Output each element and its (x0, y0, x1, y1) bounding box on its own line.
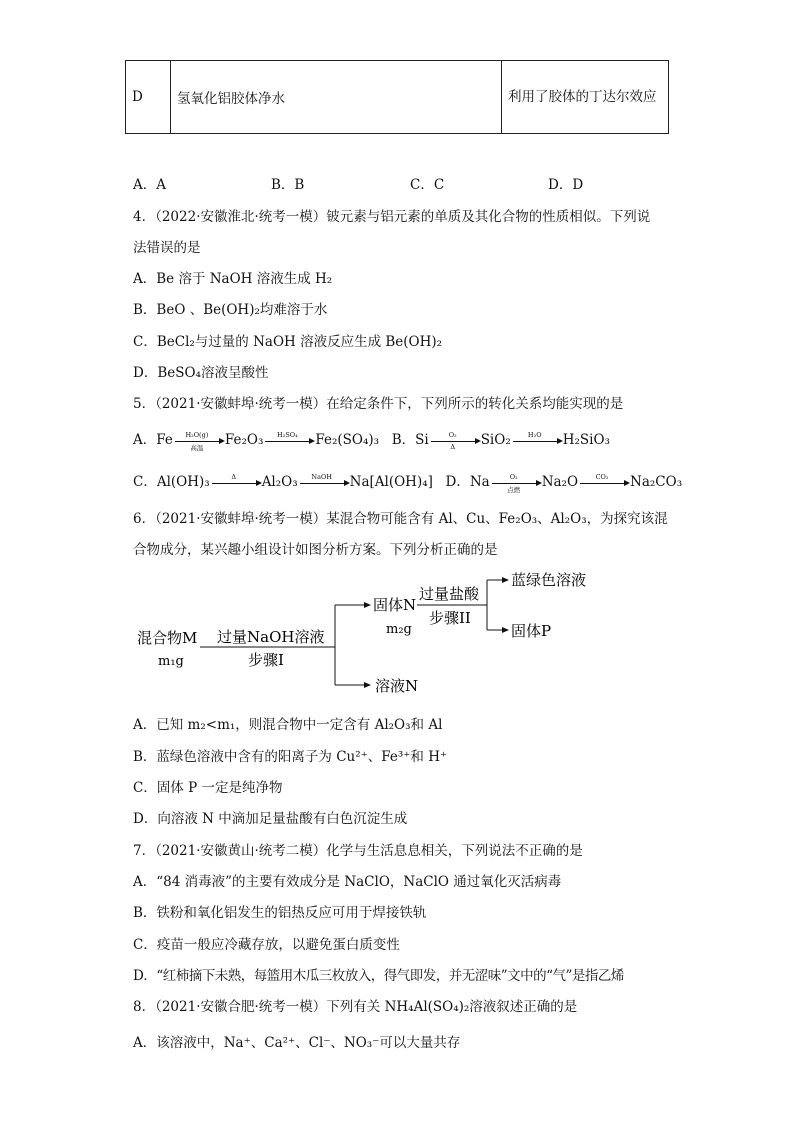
table-row (126, 61, 669, 134)
q5-a-end: Fe₂(SO₄)₃ (315, 432, 380, 448)
q7-option-c: C．疫苗一般应冷藏存放，以避免蛋白质变性 (133, 937, 400, 953)
q5-c-arrow2-top: NaOH (311, 472, 332, 481)
diagram-mixture: 混合物M (137, 629, 198, 647)
answer-table-fragment (125, 60, 669, 134)
q3-option-d: D．D (548, 177, 584, 193)
diagram-step2-label: 步骤II (429, 609, 471, 627)
q5-c-arrow2 (298, 472, 350, 491)
q5-d-arrow2 (578, 472, 630, 491)
q5-stem: 5．（2021·安徽蚌埠·统考一模）在给定条件下，下列所示的转化关系均能实现的是 (133, 396, 624, 412)
q6-stem-line2: 合物成分，某兴趣小组设计如图分析方案。下列分析正确的是 (133, 542, 498, 558)
q4-stem-line2: 法错误的是 (133, 240, 201, 256)
q6-flow-diagram (130, 565, 600, 700)
q5-b-start: B．Si (391, 432, 429, 448)
q5-d-arrow1 (490, 472, 542, 494)
diagram-blue-solution: 蓝绿色溶液 (511, 571, 587, 589)
row-reason: 利用了胶体的丁达尔效应 (502, 61, 669, 134)
q5-d-arrow1-bottom: 点燃 (507, 485, 521, 494)
q5-a-mid: Fe₂O₃ (224, 432, 264, 448)
q6-stem-line1: 6．（2021·安徽蚌埠·统考一模）某混合物可能含有 Al、Cu、Fe₂O₃、Al₂O₃，为探究该混 (133, 511, 668, 527)
q7-option-d: D．“红柿摘下未熟，每篮用木瓜三枚放入，得气即发，并无涩味”文中的“气”是指乙烯 (133, 968, 624, 984)
diagram-solid-n-mass: m₂g (386, 622, 412, 637)
diagram-step2-reagent: 过量盐酸 (419, 585, 480, 603)
q7-stem: 7．（2021·安徽黄山·统考二模）化学与生活息息相关，下列说法不正确的是 (133, 843, 583, 859)
diagram-solid-p: 固体P (511, 622, 552, 640)
q3-option-a: A．A (133, 177, 166, 193)
q7-option-a: A．“84 消毒液”的主要有效成分是 NaClO，NaClO 通过氧化灭活病毒 (133, 874, 562, 890)
q6-option-c: C．固体 P 一定是纯净物 (133, 780, 283, 796)
q5-c-arrow1 (210, 472, 262, 491)
q6-option-a: A．已知 m₂<m₁，则混合物中一定含有 Al₂O₃和 Al (133, 717, 443, 733)
q5-row-ab (133, 428, 610, 452)
q5-a-arrow1 (173, 430, 225, 452)
diagram-step1-reagent: 过量NaOH溶液 (217, 628, 325, 646)
q5-c-arrow1-top: Δ (231, 472, 237, 481)
q4-stem-line1: 4．（2022·安徽淮北·统考一模）铍元素与铝元素的单质及其化合物的性质相似。下列说 (133, 209, 651, 225)
q6-option-d: D．向溶液 N 中滴加足量盐酸有白色沉淀生成 (133, 811, 408, 827)
q5-c-mid: Al₂O₃ (261, 474, 298, 490)
q5-b-arrow2-top: H₂O (527, 430, 542, 439)
q8-stem: 8．（2021·安徽合肥·统考一模）下列有关 NH₄Al(SO₄)₂溶液叙述正确的是 (133, 999, 578, 1015)
q5-d-arrow2-top: CO₂ (595, 472, 609, 481)
row-label: D (126, 61, 171, 134)
q4-option-a: A．Be 溶于 NaOH 溶液生成 H₂ (133, 271, 333, 287)
q5-d-end: Na₂CO₃ (630, 474, 683, 490)
q5-b-arrow1-top: O₂ (448, 430, 457, 439)
q5-a-arrow2 (263, 430, 315, 449)
q5-b-end: H₂SiO₃ (562, 432, 610, 448)
q8-option-a: A．该溶液中，Na⁺、Ca²⁺、Cl⁻、NO₃⁻可以大量共存 (133, 1035, 461, 1051)
q5-a-arrow1-bottom: 高温 (190, 443, 204, 452)
q4-option-b: B．BeO 、Be(OH)₂均难溶于水 (133, 302, 328, 318)
q5-c-start: C．Al(OH)₃ (133, 474, 210, 490)
q4-option-d: D．BeSO₄溶液呈酸性 (133, 365, 269, 381)
q3-option-c: C．C (410, 177, 445, 193)
q5-row-cd (133, 470, 683, 494)
diagram-solution-n: 溶液N (375, 677, 419, 695)
q5-a-arrow1-top: H₂O(g) (185, 430, 209, 439)
q5-b-arrow1 (429, 430, 481, 451)
q5-a-start: A．Fe (133, 432, 173, 448)
q5-b-arrow1-bottom: Δ (450, 442, 456, 451)
q5-d-arrow1-top: O₂ (509, 472, 518, 481)
diagram-solid-n: 固体N (373, 596, 417, 614)
q5-d-start: D．Na (445, 474, 490, 490)
q7-option-b: B．铁粉和氧化铝发生的铝热反应可用于焊接铁轨 (133, 905, 427, 921)
q4-option-c: C．BeCl₂与过量的 NaOH 溶液反应生成 Be(OH)₂ (133, 334, 443, 350)
diagram-step1-label: 步骤I (248, 651, 284, 669)
q3-option-b: B．B (271, 177, 305, 193)
diagram-mixture-mass: m₁g (158, 654, 184, 669)
q5-b-arrow2 (511, 430, 563, 449)
q5-b-mid: SiO₂ (480, 432, 511, 448)
row-item: 氢氧化铝胶体净水 (171, 61, 502, 134)
q5-d-mid: Na₂O (541, 474, 579, 490)
q5-c-end: Na[Al(OH)₄] (349, 474, 433, 490)
q6-option-b: B．蓝绿色溶液中含有的阳离子为 Cu²⁺、Fe³⁺和 H⁺ (133, 749, 448, 765)
q5-a-arrow2-top: H₂SO₄ (277, 430, 298, 439)
